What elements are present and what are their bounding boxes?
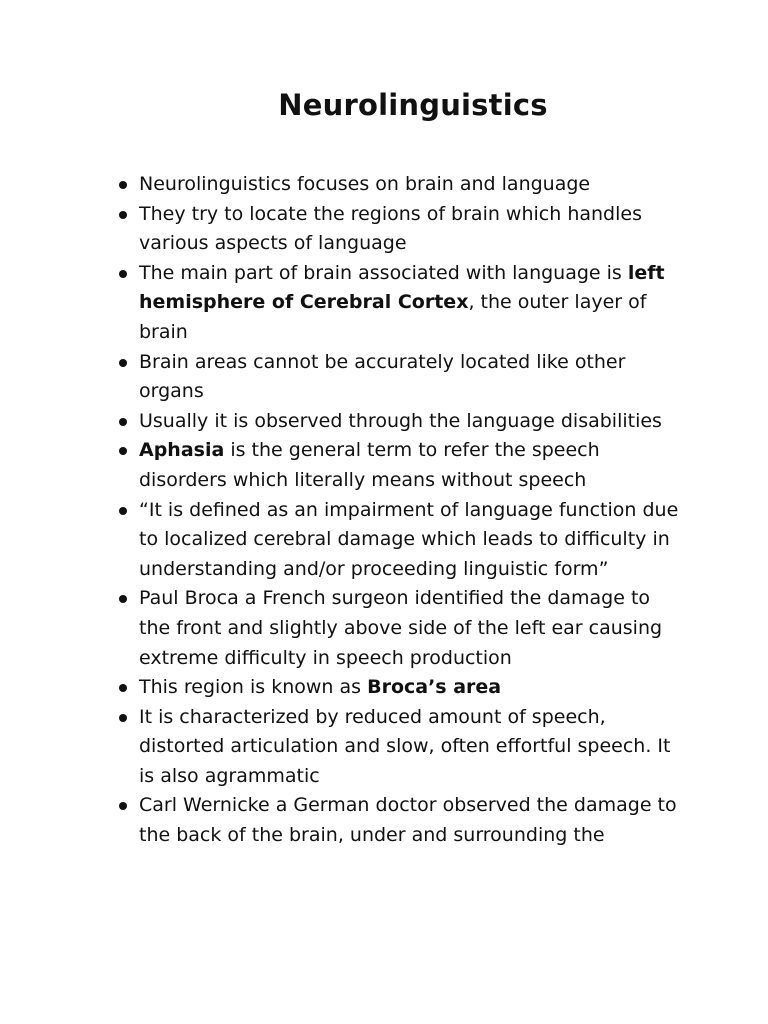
bullet-dot-icon: [119, 447, 127, 455]
list-item: [139, 348, 684, 407]
list-item-text: It is characterized by reduced amount of speech, distorted articulation and slow, often effortful speech. It is also agrammatic: [139, 705, 671, 787]
list-item-bold-text: left hemisphere of Cerebral Cortex: [139, 261, 665, 314]
bullet-list: [139, 170, 684, 851]
list-item-text: is the general term to refer the speech disorders which literally means without speech: [139, 439, 600, 491]
list-item-bold-text: Broca’s area: [367, 676, 502, 699]
bullet-dot-icon: [119, 270, 127, 278]
list-item-text: They try to locate the regions of brain which handles various aspects of language: [139, 202, 642, 255]
bullet-dot-icon: [119, 684, 127, 692]
list-item: [139, 170, 684, 200]
list-item-text: The main part of brain associated with language is: [139, 261, 628, 284]
list-item-text: Carl Wernicke a German doctor observed the damage to the back of the brain, under and surrounding the: [139, 794, 677, 847]
list-item-text: Usually it is observed through the language disabilities: [139, 409, 662, 432]
list-item-text: , the outer layer of brain: [139, 291, 647, 343]
list-item-text: Brain areas cannot be accurately located like other organs: [139, 350, 626, 403]
list-item-bold-text: Aphasia: [139, 439, 225, 462]
list-item-text: This region is known as: [139, 676, 368, 699]
list-item: [139, 200, 684, 259]
list-item: [139, 436, 684, 495]
list-item-text: “It is defined as an impairment of language function due to localized cerebral damage which leads to difficulty in understanding and/or proceeding linguistic form”: [139, 498, 679, 580]
list-item: [139, 584, 684, 673]
bullet-dot-icon: [119, 595, 127, 603]
bullet-dot-icon: [119, 359, 127, 367]
page-title: Neurolinguistics: [278, 88, 548, 122]
bullet-dot-icon: [119, 211, 127, 219]
bullet-dot-icon: [119, 181, 127, 189]
list-item: [139, 407, 684, 437]
list-item-text: Paul Broca a French surgeon identified the damage to the front and slightly above side of the left ear causing extreme difficulty in speech production: [139, 587, 663, 669]
bullet-dot-icon: [119, 418, 127, 426]
list-item: [139, 673, 684, 703]
list-item: [139, 703, 684, 792]
list-item: [139, 791, 684, 850]
list-item: [139, 259, 684, 348]
list-item-text: Neurolinguistics focuses on brain and language: [139, 173, 591, 195]
bullet-dot-icon: [119, 802, 127, 810]
list-item: [139, 496, 684, 585]
bullet-dot-icon: [119, 507, 127, 515]
bullet-dot-icon: [119, 714, 127, 722]
